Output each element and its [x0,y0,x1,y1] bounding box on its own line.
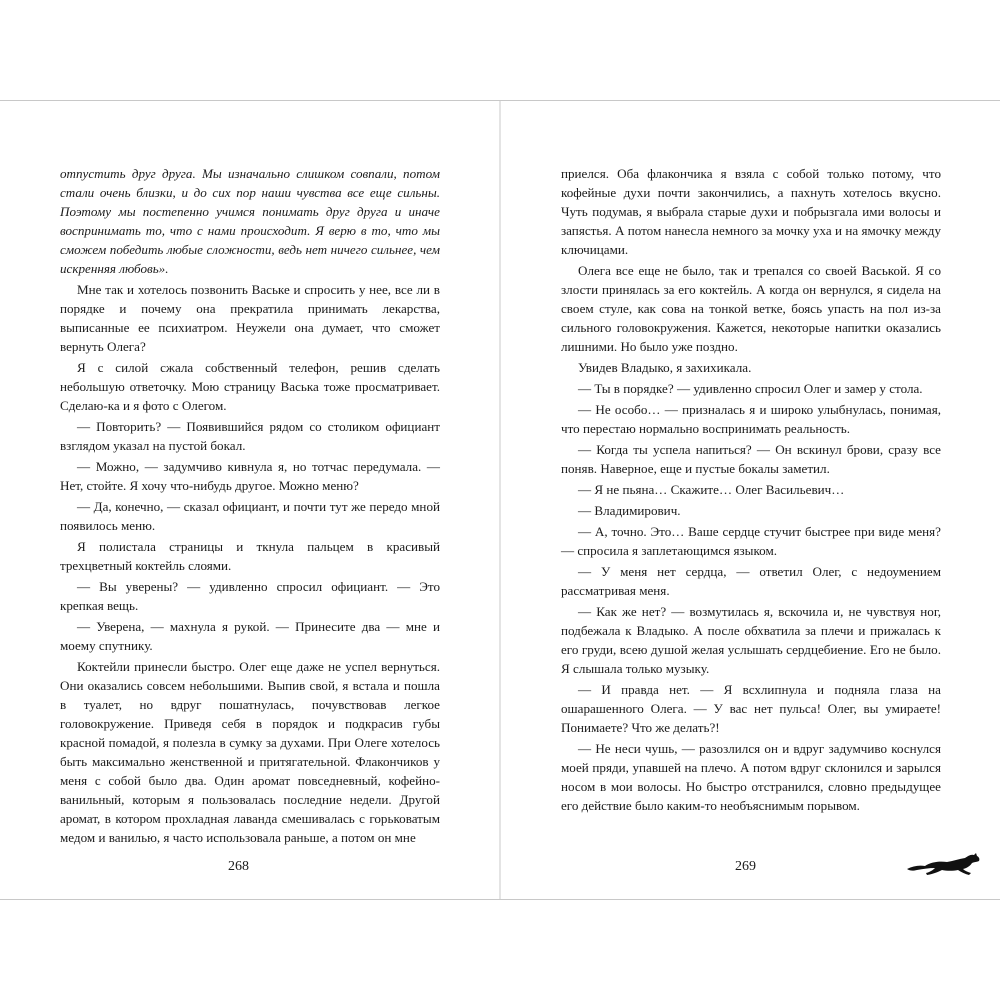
right-paragraph: — Как же нет? — возмутилась я, вскочила и, не чувствуя ног, подбежала к Владыко. А после обхватила за плечи и прижалась к его груди, всею душой желая услышать сердцебиение. Его не было. Я слышала только музыку. [561,604,941,676]
right-paragraph: — Я не пьяна… Скажите… Олег Васильевич… [578,482,845,497]
left-paragraph: — Уверена, — махнула я рукой. — Принесите два — мне и моему спутнику. [60,619,440,653]
right-paragraph: — Не неси чушь, — разозлился он и вдруг задумчиво коснулся моей пряди, упавшей на плечо. А потом вдруг склонился и зарылся носом в мои волосы. Но быстро отстранился, словно предыдущее его действие было каким-то необъяснимым порывом. [561,741,941,813]
right-page [561,164,941,815]
left-paragraph: — Вы уверены? — удивленно спросил официант. — Это крепкая вещь. [60,579,440,613]
left-paragraph: — Да, конечно, — сказал официант, и почти тут же передо мной появилось меню. [60,499,440,533]
right-paragraph: Олега все еще не было, так и трепался со своей Васькой. Я со злости принялась за его коктейль. А когда он вернулся, я сидела на своем стуле, как сова на тонкой ветке, боясь упасть на пол из-за сильного головокружения. Кажется, некоторые напитки оказались лишними. Но было уже поздно. [561,263,941,354]
left-paragraph: Я с силой сжала собственный телефон, решив сделать небольшую ответочку. Мою страницу Васька тоже просматривает. Сделаю-ка и я фото с Олегом. [60,360,440,413]
right-paragraph: Увидев Владыко, я захихикала. [578,360,752,375]
right-paragraph: — А, точно. Это… Ваше сердце стучит быстрее при виде меня? — спросила я заплетающимся языком. [561,524,941,558]
right-paragraph: — И правда нет. — Я всхлипнула и подняла глаза на ошарашенного Олега. — У вас нет пульса! Олег, вы умираете! Понимаете? Что же делать?! [561,682,941,735]
page-number-left: 268 [228,859,249,874]
right-paragraph: — Владимирович. [578,503,681,518]
panther-icon [905,849,981,879]
left-paragraph: Мне так и хотелось позвонить Ваське и спросить у нее, все ли в порядке и почему она прекратила принимать лекарства, выписанные ее психиатром. Неужели она думает, что сможет вернуть Олега? [60,282,440,354]
right-paragraph: — У меня нет сердца, — ответил Олег, с недоумением рассматривая меня. [561,564,941,598]
book-gutter [499,101,501,899]
right-paragraph: — Ты в порядке? — удивленно спросил Олег и замер у стола. [578,381,923,396]
left-paragraph: Я полистала страницы и ткнула пальцем в красивый трехцветный коктейль слоями. [60,539,440,573]
left-paragraph: Коктейли принесли быстро. Олег еще даже не успел вернуться. Они оказались совсем небольшими. Выпив свой, я встала и пошла в туалет, но вдруг пошатнулась, почувствовав легкое головокружение. Приведя себя в порядок и подкрасив губы красной помадой, я полезла в сумку за духами. При Олеге хотелось быть максимально женственной и притягательной. Флакончиков у меня с собой было два. Один аромат повседневный, кофейно-ванильный, которым я пользовалась последние недели. Другой аромат, в котором прохладная лаванда смешивалась с горьковатым медом и ванилью, я часто использовала раньше, а потом он мне [60,659,440,845]
left-page [60,164,440,847]
right-paragraph: — Не особо… — призналась я и широко улыбнулась, понимая, что перестаю нормально воспринимать реальность. [561,402,941,436]
right-paragraph: приелся. Оба флакончика я взяла с собой только потому, что кофейные духи почти закончились, а пахнуть хотелось вкусно. Чуть подумав, я выбрала старые духи и побрызгала ими волосы и запястья. А потом нанесла немного за мочку уха и на ямочку между ключицами. [561,166,941,257]
left-paragraph: отпустить друг друга. Мы изначально слишком совпали, потом стали очень близки, и до сих пор наши чувства все еще сильны. Поэтому мы постепенно учимся понимать друг друга и иначе воспринимать то, что с нами происходит. Я верю в то, что мы сможем победить любые сложности, ведь нет ничего сильнее, чем искренняя любовь». [60,166,440,276]
page-number-right: 269 [735,859,756,874]
left-paragraph: — Повторить? — Появившийся рядом со столиком официант взглядом указал на пустой бокал. [60,419,440,453]
right-paragraph: — Когда ты успела напиться? — Он вскинул брови, сразу все поняв. Наверное, еще и пустые бокалы заметил. [561,442,941,476]
book-spread [0,100,1000,900]
left-paragraph: — Можно, — задумчиво кивнула я, но тотчас передумала. — Нет, стойте. Я хочу что-нибудь другое. Можно меню? [60,459,440,493]
